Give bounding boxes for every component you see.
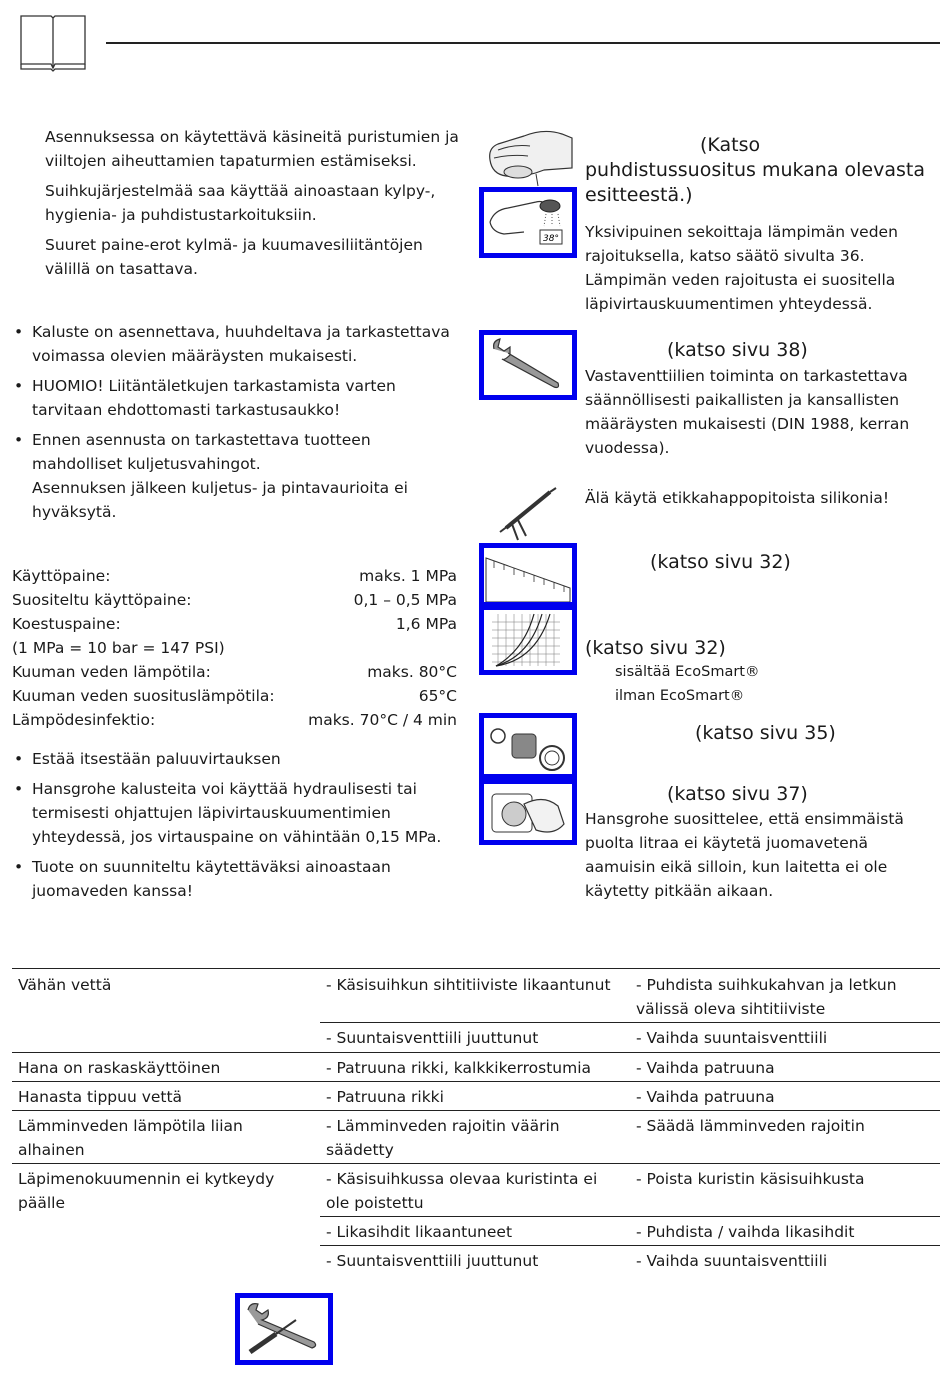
table-rule <box>320 1216 940 1217</box>
page-reference: (katso sivu 38) <box>667 339 808 361</box>
table-rule <box>320 1245 940 1246</box>
table-rule <box>12 968 940 969</box>
cleaning-hand-icon <box>484 120 576 188</box>
cause-cell: - Käsisuihkussa olevaa kuristinta ei ole poistettu <box>326 1170 598 1212</box>
cleaning-reference: (Katso puhdistussuositus mukana olevasta esitteestä.) <box>585 134 926 206</box>
spec-row <box>12 660 457 684</box>
table-rule <box>12 1081 940 1082</box>
ecosmart-without: ilman EcoSmart® <box>615 688 745 704</box>
spec-label: (1 MPa = 10 bar = 147 PSI) <box>12 639 225 657</box>
spec-label: Koestuspaine: <box>12 615 121 633</box>
intro-paragraph: Asennuksessa on käytettävä käsineitä puristumien ja viiltojen aiheuttamien tapaturmien estämiseksi. <box>45 128 459 170</box>
cause-cell: - Käsisuihkun sihtitiiviste likaantunut <box>326 976 611 994</box>
cause-cell: - Likasihdit likaantuneet <box>326 1223 513 1241</box>
spec-value: maks. 1 MPa <box>359 567 457 585</box>
spec-row <box>12 636 457 660</box>
problem-cell: Lämminveden lämpötila liian alhainen <box>18 1117 243 1159</box>
intro-text <box>45 125 465 281</box>
spec-value: maks. 80°C <box>367 663 457 681</box>
cause-cell: - Patruuna rikki, kalkkikerrostumia <box>326 1059 592 1077</box>
spec-row <box>12 564 457 588</box>
cause-cell: - Lämminveden rajoitin väärin säädetty <box>326 1117 560 1159</box>
table-rule <box>12 1163 940 1164</box>
spec-row <box>12 708 457 732</box>
list-item: • HUOMIO! Liitäntäletkujen tarkastamista varten tarvitaan ehdottomasti tarkastusaukko! <box>12 374 462 422</box>
table-rule <box>12 1110 940 1111</box>
cause-cell: - Patruuna rikki <box>326 1088 444 1106</box>
spec-label: Kuuman veden lämpötila: <box>12 663 211 681</box>
tools-icon <box>235 1293 333 1365</box>
wrench-icon <box>479 330 577 400</box>
spec-row <box>12 684 457 708</box>
spec-label: Lämpödesinfektio: <box>12 711 156 729</box>
cause-cell: - Suuntaisventtiili juuttunut <box>326 1029 539 1047</box>
bullet-list-installation <box>12 320 462 524</box>
remedy-cell: - Vaihda suuntaisventtiili <box>636 1252 828 1270</box>
spare-parts-icon <box>479 713 577 779</box>
intro-paragraph: Suuret paine-erot kylmä- ja kuumavesiliitäntöjen välillä on tasattava. <box>45 236 423 278</box>
thermostat-handle-icon <box>479 187 577 258</box>
table-rule <box>320 1022 940 1023</box>
flow-diagram-icon <box>479 605 577 675</box>
list-item: • Estää itsestään paluuvirtauksen <box>12 747 462 771</box>
problem-cell: Vähän vettä <box>18 976 112 994</box>
ecosmart-with: sisältää EcoSmart® <box>615 664 760 680</box>
remedy-cell: - Puhdista / vaihda likasihdit <box>636 1223 855 1241</box>
list-item: • Hansgrohe kalusteita voi käyttää hydraulisesti tai termisesti ohjattujen läpivirtauskuumentimien yhteydessä, jos virtauspaine on vähintään 0,15 MPa. <box>12 777 462 849</box>
mixer-text: Yksivipuinen sekoittaja lämpimän veden rajoituksella, katso säätö sivulta 36. Lämpimän veden rajoitusta ei suositella läpivirtauskuumentimen yhteydessä. <box>585 223 898 313</box>
silicone-warning: Älä käytä etikkahappopitoista silikonia! <box>585 489 890 507</box>
page-reference: (katso sivu 37) <box>667 783 808 805</box>
remedy-cell: - Vaihda patruuna <box>636 1059 775 1077</box>
remedy-cell: - Vaihda patruuna <box>636 1088 775 1106</box>
spec-row <box>12 588 457 612</box>
spec-label: Käyttöpaine: <box>12 567 111 585</box>
spec-table <box>12 564 457 732</box>
silicone-gun-icon <box>496 484 576 542</box>
dimension-ruler-icon <box>479 543 577 607</box>
table-rule <box>12 1052 940 1053</box>
spec-label: Kuuman veden suosituslämpötila: <box>12 687 275 705</box>
list-item: • Kaluste on asennettava, huuhdeltava ja tarkastettava voimassa olevien määräysten mukaisesti. <box>12 320 462 368</box>
spec-value: 65°C <box>418 687 457 705</box>
book-icon <box>18 14 88 72</box>
remedy-cell: - Säädä lämminveden rajoitin <box>636 1117 865 1135</box>
temperature-readout: 38° <box>543 234 559 244</box>
spec-value: 1,6 MPa <box>395 615 457 633</box>
spec-value: maks. 70°C / 4 min <box>308 711 457 729</box>
bullet-list-usage <box>12 747 462 903</box>
remedy-cell: - Poista kuristin käsisuihkusta <box>636 1170 865 1188</box>
drinking-water-text: Hansgrohe suosittelee, että ensimmäistä puolta litraa ei käytetä juomavetenä aamuisin eikä silloin, kun laitetta ei ole käytetty pitkään aikaan. <box>585 810 904 900</box>
spec-label: Suositeltu käyttöpaine: <box>12 591 192 609</box>
hand-knob-icon <box>479 779 577 845</box>
cause-cell: - Suuntaisventtiili juuttunut <box>326 1252 539 1270</box>
problem-cell: Läpimenokuumennin ei kytkeydy päälle <box>18 1170 275 1212</box>
remedy-cell: - Puhdista suihkukahvan ja letkun välissä oleva sihtitiiviste <box>636 976 897 1018</box>
problem-cell: Hana on raskaskäyttöinen <box>18 1059 221 1077</box>
header-rule <box>106 42 940 44</box>
intro-paragraph: Suihkujärjestelmää saa käyttää ainoastaan kylpy-, hygienia- ja puhdistustarkoituksiin. <box>45 182 436 224</box>
spec-row <box>12 612 457 636</box>
problem-cell: Hanasta tippuu vettä <box>18 1088 183 1106</box>
page-reference: (katso sivu 35) <box>695 722 836 744</box>
check-valve-text: Vastaventtiilien toiminta on tarkastettava säännöllisesti paikallisten ja kansallisten määräysten mukaisesti (DIN 1988, kerran vuodessa). <box>585 367 910 457</box>
list-item: • Ennen asennusta on tarkastettava tuotteen mahdolliset kuljetusvahingot. <box>12 428 462 476</box>
remedy-cell: - Vaihda suuntaisventtiili <box>636 1029 828 1047</box>
page-reference: (katso sivu 32) <box>585 637 726 659</box>
list-item-continuation: Asennuksen jälkeen kuljetus- ja pintavaurioita ei hyväksytä. <box>32 479 408 521</box>
spec-value: 0,1 – 0,5 MPa <box>353 591 457 609</box>
page-reference: (katso sivu 32) <box>650 551 791 573</box>
list-item: • Tuote on suunniteltu käytettäväksi ainoastaan juomaveden kanssa! <box>12 855 462 903</box>
